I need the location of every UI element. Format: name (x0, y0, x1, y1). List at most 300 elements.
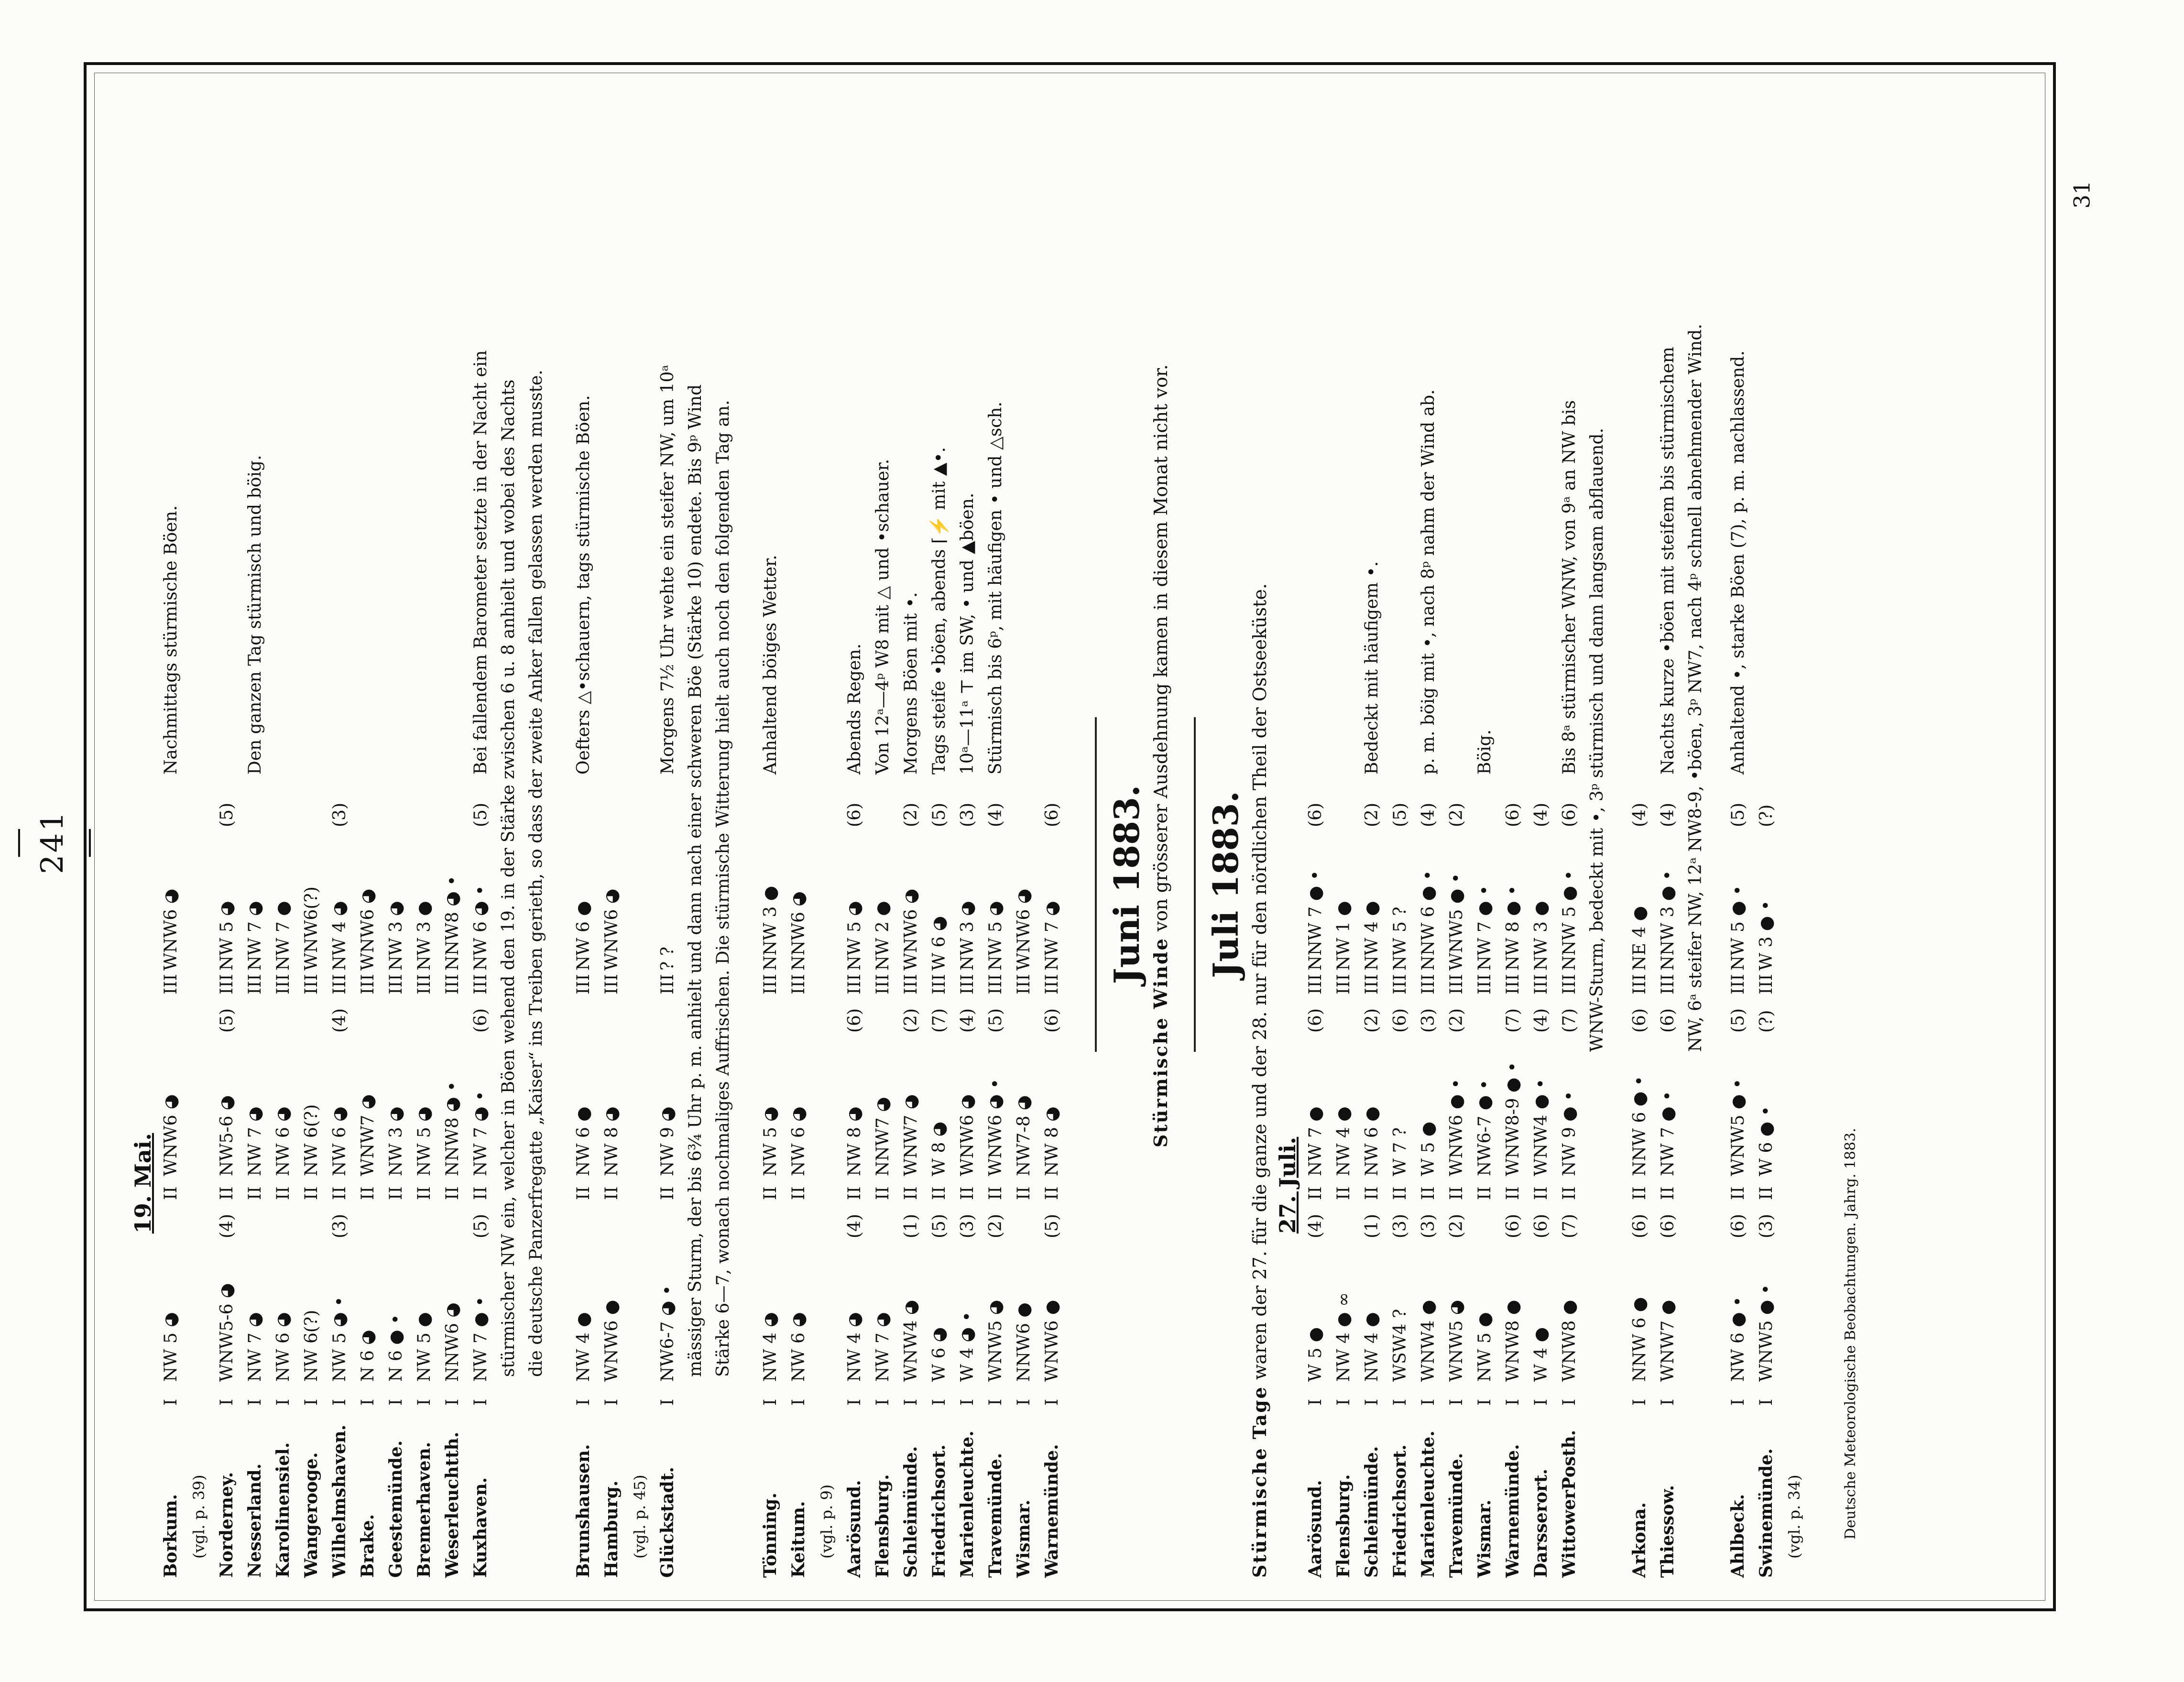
force-morning: (6) (1658, 1214, 1678, 1238)
reading-label-ii: II (358, 1186, 378, 1200)
reading-label-ii: II (1757, 1186, 1776, 1200)
obs-midday: NW 5 ◕ (761, 1106, 780, 1176)
force-evening: (6) (1560, 803, 1579, 827)
reading-label-iii: III (574, 974, 593, 994)
table-row (569, 48, 598, 1578)
reading-label-ii: II (161, 1186, 181, 1200)
reading-label-i: I (1419, 1398, 1438, 1406)
station-name: Darsserort. (1531, 1468, 1551, 1578)
reading-label-i: I (161, 1398, 181, 1406)
force-midday: (6) (845, 1008, 864, 1033)
juni-title: Juni 1883. (1106, 785, 1147, 984)
obs-evening: NW 2 ● (873, 901, 893, 971)
mai-table (157, 48, 495, 1578)
reading-label-i: I (1503, 1398, 1523, 1406)
station-name: Geestemünde. (386, 1440, 406, 1578)
force-midday: (4) (1531, 1008, 1551, 1033)
force-morning: (3) (1419, 1214, 1438, 1238)
juli-heading-row (1274, 48, 1301, 1578)
reading-label-iii: III (1419, 974, 1438, 994)
station-name: WittowerPosth. (1559, 1430, 1579, 1578)
page-number: — 241 — (0, 799, 106, 885)
obs-midday: W 5 ● (1419, 1121, 1438, 1176)
remark: Oefters △•schauern, tags stürmische Böen. (574, 395, 593, 775)
obs-evening: NW 4 ● (1362, 901, 1382, 971)
force-morning: (5) (929, 1214, 949, 1238)
reading-label-iii: III (273, 974, 293, 994)
obs-morning: WNW5 ◕ (1447, 1300, 1466, 1382)
reading-label-ii: II (761, 1186, 780, 1200)
reading-label-i: I (443, 1398, 462, 1406)
remark: Bedeckt mit häufigem •. (1362, 561, 1382, 775)
station-name: Warnemünde. (1042, 1444, 1062, 1578)
obs-midday: NW 6 ◕ (789, 1106, 808, 1176)
footer: Deutsche Meteorologische Beobachtungen. Jahrg. 1883. (1842, 1128, 1859, 1540)
obs-evening: NNW8 ◕ • (443, 875, 462, 971)
table-row (1654, 48, 1682, 1578)
force-morning: (6) (1630, 1214, 1649, 1238)
table-row (925, 48, 953, 1578)
station-name: (vgl. p. 34) (1785, 1474, 1803, 1559)
obs-midday: NW 8 ◕ (602, 1106, 622, 1176)
reading-label-i: I (1757, 1398, 1776, 1406)
table-row (241, 48, 269, 1578)
remark: Morgens Böen mit •. (901, 592, 921, 775)
reading-label-ii: II (929, 1186, 949, 1200)
force-morning: (4) (217, 1214, 237, 1238)
force-midday: (?) (1757, 1010, 1776, 1033)
obs-evening: NNW 6 ● • (1419, 870, 1438, 971)
table-row (1780, 48, 1808, 1578)
remark: Den ganzen Tag stürmisch und böig. (245, 455, 265, 775)
reading-label-ii: II (1014, 1186, 1034, 1200)
force-midday: (5) (986, 1008, 1005, 1033)
juli-rule (1194, 717, 1196, 1052)
obs-morning: W 4 ◕ • (958, 1311, 977, 1382)
reading-label-i: I (1447, 1398, 1466, 1406)
obs-evening: NW 5 ◕ (217, 901, 237, 971)
reading-label-ii: II (217, 1186, 237, 1200)
table-row (297, 48, 326, 1578)
station-name: Glückstadt. (657, 1466, 677, 1578)
obs-morning: NW 7 ◕ (245, 1312, 265, 1382)
obs-midday: NW 8 ◕ (1042, 1106, 1062, 1176)
reading-label-ii: II (1503, 1186, 1523, 1200)
reading-label-i: I (1390, 1398, 1410, 1406)
obs-midday: NNW7 ◕ (873, 1097, 893, 1176)
kuxhaven-note-2: die deutsche Panzerfregatte „Kaiser“ ins Treiben gerieth, so dass der zweite Anker fallen gelassen werden musste. (526, 370, 546, 1377)
obs-evening: NW 5 ◕ (986, 901, 1005, 971)
obs-morning: NNW6 ● (1014, 1302, 1034, 1382)
obs-midday: NW 5 ◕ (415, 1106, 434, 1176)
reading-label-i: I (415, 1398, 434, 1406)
force-midday: (7) (1503, 1008, 1523, 1033)
reading-label-iii: III (986, 974, 1005, 994)
force-morning: (2) (1447, 1214, 1466, 1238)
reading-label-i: I (574, 1398, 593, 1406)
force-midday: (3) (1419, 1008, 1438, 1033)
obs-morning: NNW 6 ● (1630, 1297, 1649, 1382)
reading-label-ii: II (415, 1186, 434, 1200)
force-midday: (6) (471, 1008, 491, 1033)
reading-label-iii: III (302, 974, 321, 994)
obs-morning: WNW5 ◕ (986, 1300, 1005, 1382)
content-column (110, 48, 1865, 1578)
obs-evening: NNW6 ◕ (789, 891, 808, 971)
obs-midday: W 6 ● • (1757, 1106, 1776, 1176)
table-row (382, 48, 410, 1578)
reading-label-ii: II (574, 1186, 593, 1200)
remark: Anhaltend böiges Wetter. (761, 555, 780, 775)
force-morning: (3) (1757, 1214, 1776, 1238)
obs-morning: WNW7 ● (1658, 1300, 1678, 1382)
table-row (1527, 48, 1555, 1578)
reading-label-ii: II (1362, 1186, 1382, 1200)
remark: Bis 8ᵃ stürmischer WNW, von 9ᵃ an NW bis (1560, 400, 1579, 775)
sheet-number: 31 (2069, 180, 2095, 209)
kuxhaven-note-1: stürmischer NW ein, welcher in Böen wehend den 19. in der Stärke zwischen 6 u. 8 anhielt und wobei des Nachts (499, 379, 518, 1377)
reading-label-i: I (845, 1398, 864, 1406)
station-name: Travemünde. (1446, 1453, 1466, 1578)
reading-label-iii: III (1531, 974, 1551, 994)
force-morning: (7) (1560, 1214, 1579, 1238)
table-row (354, 48, 382, 1578)
obs-morning: NW 6(?) (302, 1310, 321, 1382)
reading-label-ii: II (1658, 1186, 1678, 1200)
obs-morning: NW 5 ● (1475, 1312, 1495, 1382)
station-name: Norderney. (217, 1472, 237, 1578)
juli-heading: 27. Juli. (1275, 1136, 1300, 1234)
station-name: (vgl. p. 9) (818, 1484, 836, 1559)
rotated-content (110, 287, 2022, 1578)
station-name: (vgl. p. 39) (190, 1474, 208, 1559)
force-midday: (6) (1630, 1008, 1649, 1033)
reading-label-i: I (1531, 1398, 1551, 1406)
table-row (1386, 48, 1414, 1578)
reading-label-ii: II (1560, 1186, 1579, 1200)
force-midday: (4) (330, 1008, 349, 1033)
reading-label-i: I (1042, 1398, 1062, 1406)
force-midday: (5) (1728, 1008, 1748, 1033)
obs-morning: NW 6 ◕ (273, 1312, 293, 1382)
obs-morning: WNW6 ● (602, 1300, 622, 1382)
reading-label-iii: III (761, 974, 780, 994)
reading-label-iii: III (1658, 974, 1678, 994)
obs-evening: WNW5 ● • (1447, 873, 1466, 971)
reading-label-ii: II (302, 1186, 321, 1200)
station-name: Brake. (358, 1514, 378, 1578)
obs-morning: NW 6 ● • (1728, 1296, 1748, 1382)
reading-label-i: I (471, 1398, 491, 1406)
obs-morning: W 4 ● (1531, 1327, 1551, 1382)
obs-morning: NW 5 ● (415, 1312, 434, 1382)
table-row (785, 48, 813, 1578)
station-name: Marienleuchte. (957, 1431, 977, 1578)
reading-label-iii: III (161, 974, 181, 994)
obs-morning: NW6-7 ◕ • (658, 1285, 677, 1382)
station-name: Travemünde. (985, 1453, 1005, 1578)
obs-morning: NW 7 ◕ (873, 1312, 893, 1382)
force-evening: (5) (1390, 803, 1410, 827)
juni-text (1147, 48, 1175, 1578)
force-midday: (2) (1362, 1008, 1382, 1033)
obs-midday: NW7-8 ◕ (1014, 1095, 1034, 1176)
obs-midday: WNW6 ● • (1447, 1079, 1466, 1176)
reading-label-iii: III (471, 974, 491, 994)
force-midday: (2) (1447, 1008, 1466, 1033)
mai-heading: 19. Mai. (130, 1133, 156, 1234)
station-name: Flensburg. (873, 1474, 893, 1578)
reading-label-iii: III (1014, 974, 1034, 994)
reading-label-i: I (358, 1398, 378, 1406)
table-row (598, 48, 626, 1578)
obs-midday: NW 4 ● (1334, 1106, 1354, 1176)
obs-morning: NW 4 ◕ (845, 1312, 864, 1382)
reading-label-iii: III (1447, 974, 1466, 994)
obs-midday: NW5-6 ◕ (217, 1095, 237, 1176)
station-name: Warnemünde. (1503, 1444, 1523, 1578)
reading-label-iii: III (1362, 974, 1382, 994)
reading-label-i: I (958, 1398, 977, 1406)
reading-label-iii: III (929, 974, 949, 994)
obs-midday: NW 3 ◕ (386, 1106, 406, 1176)
obs-midday: NW 9 ◕ (658, 1106, 677, 1176)
force-morning: (6) (1503, 1214, 1523, 1238)
table-row (1626, 48, 1654, 1578)
force-morning: (4) (845, 1214, 864, 1238)
obs-morning: WNW5-6 ◕ (217, 1283, 237, 1382)
juli-table-2 (1626, 48, 1682, 1578)
reading-label-iii: III (1390, 974, 1410, 994)
station-name: Flensburg. (1333, 1474, 1354, 1578)
force-morning: (3) (330, 1214, 349, 1238)
juli-table (1301, 48, 1583, 1578)
obs-evening: NNW 3 ● • (1658, 870, 1678, 971)
table-row (982, 48, 1010, 1578)
reading-label-ii: II (1334, 1186, 1354, 1200)
juni-text-bold: Stürmische Winde (1150, 937, 1171, 1147)
wittow-note: WNW-Sturm, bedeckt mit •, 3ᵖ stürmisch und dann langsam abflauend. (1587, 428, 1607, 1052)
reading-label-ii: II (845, 1186, 864, 1200)
obs-evening: W 6 ◕ (929, 916, 949, 971)
obs-evening: NW 1 ● (1334, 901, 1354, 971)
reading-label-ii: II (658, 1186, 677, 1200)
obs-evening: W 3 ● • (1757, 900, 1776, 971)
obs-evening: WNW6 ◕ (602, 888, 622, 971)
reading-label-iii: III (873, 974, 893, 994)
reading-label-i: I (761, 1398, 780, 1406)
table-row (1038, 48, 1066, 1578)
obs-evening: WNW6 ◕ (358, 888, 378, 971)
reading-label-i: I (1362, 1398, 1382, 1406)
table-row (1471, 48, 1499, 1578)
obs-morning: WNW8 ● (1503, 1300, 1523, 1382)
obs-evening: NW 7 ◕ (245, 901, 265, 971)
station-name: Aarösund. (1305, 1480, 1325, 1578)
obs-midday: WNW5 ● • (1728, 1079, 1748, 1176)
force-evening: (6) (1306, 803, 1325, 827)
obs-evening: NW 5 ? (1390, 907, 1410, 971)
obs-evening: ? ? (658, 946, 677, 971)
juli-title: Juli 1883. (1205, 791, 1246, 978)
obs-morning: NW 4 ● (574, 1312, 593, 1382)
force-morning: (3) (1390, 1214, 1410, 1238)
force-evening: (5) (471, 803, 491, 827)
reading-label-ii: II (1728, 1186, 1748, 1200)
obs-morning: NNW6 ◕ (443, 1302, 462, 1382)
reading-label-i: I (1630, 1398, 1649, 1406)
force-midday: (7) (1560, 1008, 1579, 1033)
remark: Abends Regen. (845, 644, 864, 775)
reading-label-iii: III (386, 974, 406, 994)
remark: Von 12ᵃ—4ᵖ W8 mit △ und •schauer. (873, 459, 893, 775)
reading-label-i: I (658, 1398, 677, 1406)
table-row (1555, 48, 1583, 1578)
reading-label-iii: III (1728, 974, 1748, 994)
reading-label-ii: II (386, 1186, 406, 1200)
reading-label-ii: II (1475, 1186, 1495, 1200)
table-row (953, 48, 982, 1578)
obs-evening: NW 5 ◕ (845, 901, 864, 971)
force-midday: (7) (929, 1008, 949, 1033)
station-name: Wismar. (1474, 1499, 1495, 1578)
station-name: Bremerhaven. (414, 1442, 434, 1578)
table-row (897, 48, 925, 1578)
remark: Bei fallendem Barometer setzte in der Nacht ein (471, 350, 491, 775)
station-name: Wismar. (1014, 1499, 1034, 1578)
force-evening: (3) (330, 803, 349, 827)
obs-morning: NW 5 ◕ • (330, 1296, 349, 1382)
force-evening: (4) (1630, 803, 1649, 827)
table-row (326, 48, 354, 1578)
obs-evening: NW 4 ◕ (330, 901, 349, 971)
obs-morning: NW 6 ◕ (789, 1312, 808, 1382)
obs-evening: WNW6 ◕ (161, 888, 181, 971)
obs-midday: WNW6 ◕ (958, 1094, 977, 1176)
station-name: Nesserland. (245, 1463, 265, 1578)
station-name: Friedrichsort. (1390, 1444, 1410, 1578)
station-name: Karolinensiel. (273, 1442, 293, 1578)
reading-label-i: I (1334, 1398, 1354, 1406)
obs-morning: WSW4 ? (1390, 1309, 1410, 1382)
table-row (185, 48, 213, 1578)
obs-midday: NW6-7 ● • (1475, 1079, 1495, 1176)
obs-evening: NW 6 ◕ • (471, 885, 491, 971)
juni-rule (1095, 717, 1097, 1052)
reading-label-iii: III (245, 974, 265, 994)
obs-midday: NW 6 ● (1362, 1106, 1382, 1176)
obs-midday: WNW7 ◕ (901, 1094, 921, 1176)
obs-midday: W 8 ◕ (929, 1121, 949, 1176)
mai-table-2 (569, 48, 682, 1578)
force-morning: (4) (1306, 1214, 1325, 1238)
remark: Tags steife •böen, abends ⌈⚡ mit ▲•. (929, 447, 949, 775)
obs-morning: NW 5 ◕ (161, 1312, 181, 1382)
obs-evening: NNW 5 ● • (1560, 870, 1579, 971)
station-name: Marienleuchte. (1418, 1431, 1438, 1578)
juli-lead-rest: waren der 27. für die ganze und der 28. nur für den nördlichen Theil der Ostseeküste. (1249, 583, 1270, 1380)
obs-evening: WNW6 ◕ (901, 888, 921, 971)
force-midday: (6) (1390, 1008, 1410, 1033)
reading-label-ii: II (602, 1186, 622, 1200)
reading-label-i: I (273, 1398, 293, 1406)
obs-morning: NW 4 ● ∞ (1334, 1292, 1354, 1382)
reading-label-ii: II (1042, 1186, 1062, 1200)
reading-label-iii: III (1630, 974, 1649, 994)
reading-label-ii: II (1390, 1186, 1410, 1200)
table-row (813, 48, 841, 1578)
force-evening: (6) (1503, 803, 1523, 827)
obs-midday: NW 6 ● (574, 1106, 593, 1176)
table-row (1752, 48, 1780, 1578)
reading-label-iii: III (217, 974, 237, 994)
force-evening: (2) (901, 803, 921, 827)
station-name: Arkona. (1629, 1502, 1649, 1578)
obs-evening: NW 7 ● • (1475, 885, 1495, 971)
reading-label-iii: III (845, 974, 864, 994)
station-name: Borkum. (161, 1494, 181, 1578)
reading-label-ii: II (1419, 1186, 1438, 1200)
reading-label-iii: III (1042, 974, 1062, 994)
obs-morning: WNW4 ● (1419, 1300, 1438, 1382)
station-name: Hamburg. (601, 1480, 622, 1578)
force-evening: (2) (1362, 803, 1382, 827)
force-morning: (6) (1728, 1214, 1748, 1238)
obs-evening: NE 4 ● (1630, 906, 1649, 971)
obs-evening: NW 5 ● • (1728, 885, 1748, 971)
reading-label-i: I (1658, 1398, 1678, 1406)
obs-midday: NW 8 ◕ (845, 1106, 864, 1176)
force-morning: (6) (1531, 1214, 1551, 1238)
thiessow-note: NW, 6ᵃ steifer NW, 12ᵃ NW8-9, •böen, 3ᵖ NW7, nach 4ᵖ schnell abnehmender Wind. (1686, 324, 1705, 1052)
station-name: Friedrichsort. (929, 1444, 949, 1578)
reading-label-iii: III (1306, 974, 1325, 994)
reading-label-i: I (873, 1398, 893, 1406)
reading-label-ii: II (986, 1186, 1005, 1200)
obs-midday: NW 9 ● • (1560, 1091, 1579, 1176)
table-row (1724, 48, 1752, 1578)
remark: Morgens 7½ Uhr wehte ein steifer NW, um 10ᵃ (658, 364, 677, 775)
obs-midday: WNW4 ● • (1531, 1079, 1551, 1176)
table-row (157, 48, 185, 1578)
obs-morning: W 6 ◕ (929, 1327, 949, 1382)
obs-evening: NW 3 ◕ (958, 901, 977, 971)
obs-evening: WNW6 ◕ (1014, 888, 1034, 971)
obs-evening: NW 6 ● (574, 901, 593, 971)
mai-table-3 (756, 48, 1066, 1578)
obs-evening: NNW 7 ● • (1306, 870, 1325, 971)
table-row (1442, 48, 1471, 1578)
juni-text-rest: von grösserer Ausdehnung kamen in diesem Monat nicht vor. (1150, 364, 1171, 932)
reading-label-i: I (386, 1398, 406, 1406)
obs-midday: NW 7 ● (1306, 1106, 1325, 1176)
force-evening: (4) (1531, 803, 1551, 827)
station-name: Wilhelmshaven. (329, 1424, 349, 1578)
obs-evening: NW 3 ◕ (386, 901, 406, 971)
reading-label-ii: II (1630, 1186, 1649, 1200)
reading-label-ii: II (330, 1186, 349, 1200)
obs-midday: NW 7 ◕ • (471, 1091, 491, 1176)
force-morning: (5) (471, 1214, 491, 1238)
reading-label-ii: II (443, 1186, 462, 1200)
table-row (213, 48, 241, 1578)
reading-label-i: I (602, 1398, 622, 1406)
station-name: Brunshausen. (573, 1444, 593, 1578)
reading-label-iii: III (958, 974, 977, 994)
force-midday: (6) (1306, 1008, 1325, 1033)
station-name: Keitum. (788, 1501, 808, 1578)
table-row (438, 48, 467, 1578)
